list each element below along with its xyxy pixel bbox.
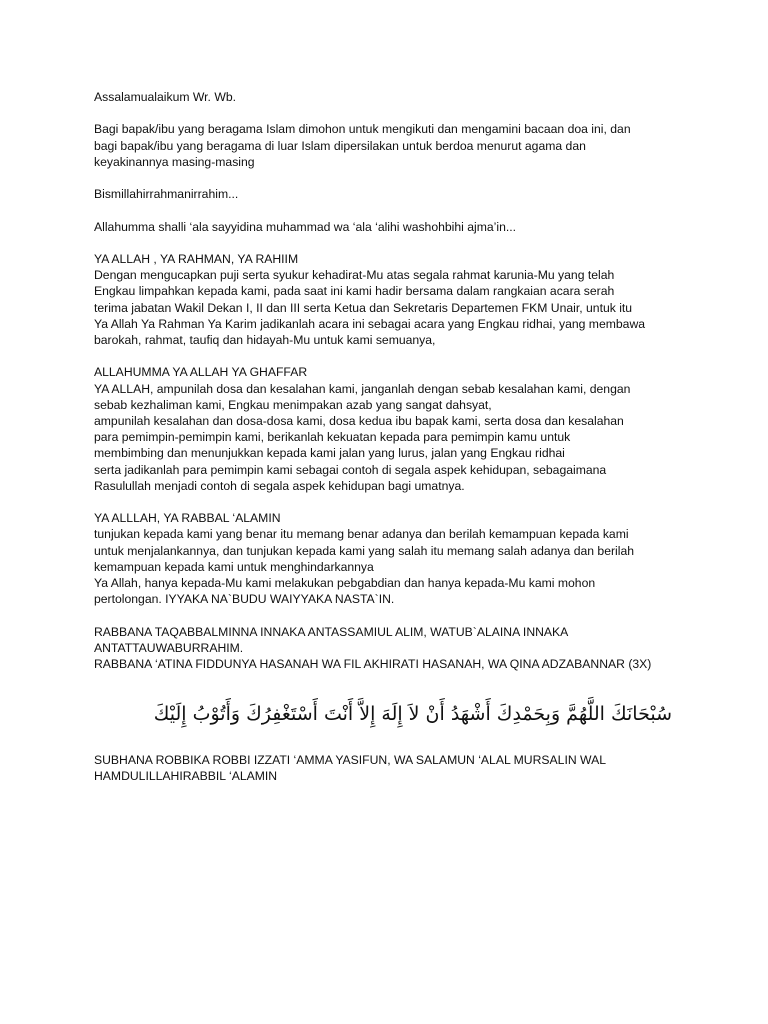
section3-line-3: kemampuan kepada kami untuk menghindarkannya (94, 559, 374, 574)
section2-line-5: membimbing dan menunjukkan kepada kami jalan yang lurus, jalan yang Engkau ridhai (94, 446, 565, 461)
section2-line-3: ampunilah kesalahan dan dosa-dosa kami, dosa kedua ibu bapak kami, serta dosa dan kesalahan (94, 413, 624, 428)
section1-line-1: Dengan mengucapkan puji serta syukur kehadirat-Mu atas segala rahmat karunia-Mu yang telah (94, 268, 615, 283)
intro-line-2: bagi bapak/ibu yang beragama di luar Islam dipersilakan untuk berdoa menurut agama dan (94, 138, 586, 153)
section1-line-3: terima jabatan Wakil Dekan I, II dan III serta Ketua dan Sekretaris Departemen FKM Unair, untuk itu (94, 300, 633, 315)
closing-line-2: HAMDULILLAHIRABBIL ‘ALAMIN (94, 769, 278, 784)
intro-line-3: keyakinannya masing-masing (94, 154, 255, 169)
section3-line-4: Ya Allah, hanya kepada-Mu kami melakukan pebgabdian dan hanya kepada-Mu kami mohon (94, 576, 596, 590)
closing-line-1: SUBHANA ROBBIKA ROBBI IZZATI ‘AMMA YASIFUN, WA SALAMUN ‘ALAL MURSALIN WAL (94, 753, 606, 767)
section1-heading: YA ALLAH , YA RAHMAN, YA RAHIIM (94, 251, 299, 266)
section2-heading: ALLAHUMMA YA ALLAH YA GHAFFAR (94, 365, 308, 380)
section3-line-1: tunjukan kepada kami yang benar itu memang benar adanya dan berilah kemampuan kepada kami (94, 527, 629, 542)
section2-line-7: Rasulullah menjadi contoh di segala aspek kehidupan bagi umatnya. (94, 478, 465, 493)
rabbana-line-1: RABBANA TAQABBALMINNA INNAKA ANTASSAMIUL ALIM, WATUB`ALAINA INNAKA (94, 624, 569, 639)
section2-line-6: serta jadikanlah para pemimpin kami sebagai contoh di segala aspek kehidupan, sebagaimana (94, 462, 607, 477)
intro-line-1: Bagi bapak/ibu yang beragama Islam dimohon untuk mengikuti dan mengamini bacaan doa ini, dan (94, 122, 631, 137)
section3-heading: YA ALLLAH, YA RABBAL ‘ALAMIN (94, 511, 281, 526)
closing-prayer (94, 752, 674, 784)
section1-line-5: barokah, rahmat, taufiq dan hidayah-Mu untuk kami semuanya, (94, 332, 436, 347)
section3-line-2: untuk menjalankannya, dan tunjukan kepada kami yang salah itu memang salah adanya dan berilah (94, 543, 634, 558)
section1-line-4: Ya Allah Ya Rahman Ya Karim jadikanlah acara ini sebagai acara yang Engkau ridhai, yang membawa (94, 316, 646, 331)
section2-line-1: YA ALLAH, ampunilah dosa dan kesalahan kami, janganlah dengan sebab kesalahan kami, dengan (94, 381, 631, 396)
shalawat: Allahumma shalli ‘ala sayyidina muhammad wa ‘ala ‘alihi washohbihi ajma’in... (94, 219, 517, 234)
section3-line-5: pertolongan. IYYAKA NA`BUDU WAIYYAKA NASTA`IN. (94, 592, 395, 607)
arabic-prayer: سُبْحَانَكَ اللَّهُمَّ وَبِحَمْدِكَ أَشْهَدُ أَنْ لاَ إِلَهَ إِلاَّ أَنْتَ أَسْتَغْفِرُكَ وَأَتُوْبُ إِلَيْكَ (153, 703, 672, 725)
rabbana-line-3: RABBANA ‘ATINA FIDDUNYA HASANAH WA FIL AKHIRATI HASANAH, WA QINA ADZABANNAR (3X) (94, 657, 652, 671)
greeting: Assalamualaikum Wr. Wb. (94, 90, 237, 104)
prayer-text (94, 89, 674, 672)
rabbana-line-2: ANTATTAUWABURRAHIM. (94, 640, 244, 655)
section1-line-2: Engkau limpahkan kepada kami, pada saat ini kami hadir bersama dalam rangkaian acara serah (94, 284, 615, 299)
section2-line-2: sebab kezhaliman kami, Engkau menimpakan azab yang sangat dahsyat, (94, 397, 492, 412)
section2-line-4: para pemimpin-pemimpin kami, berikanlah kekuatan kepada para pemimpin kamu untuk (94, 430, 571, 445)
basmalah: Bismillahirrahmanirrahim... (94, 187, 239, 202)
